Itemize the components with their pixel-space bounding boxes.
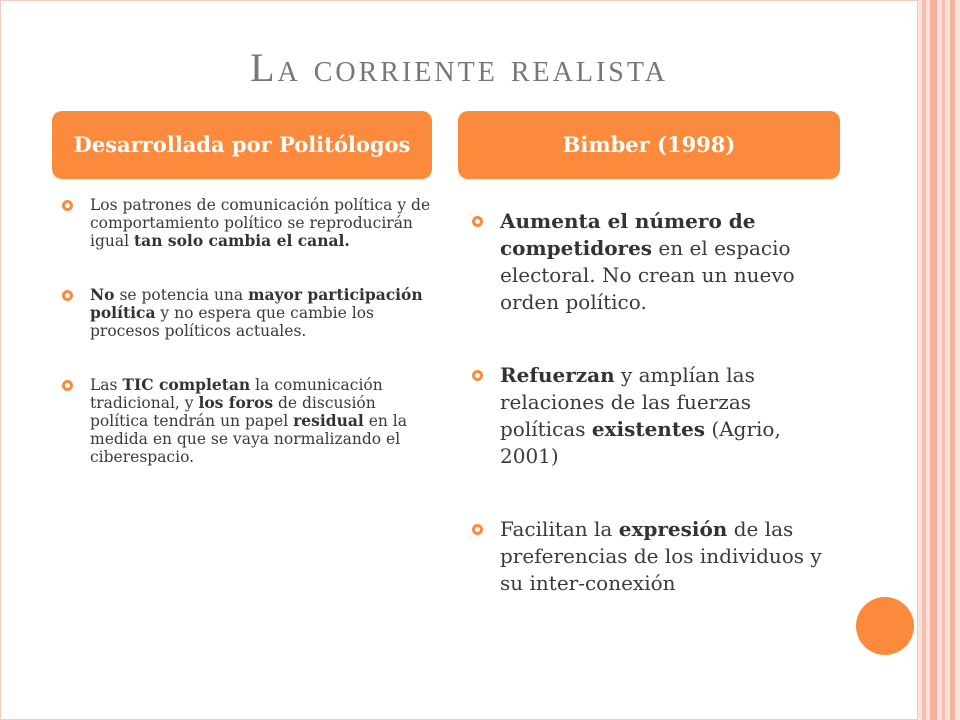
bullet-list-right — [472, 208, 842, 643]
bold-text: residual — [293, 411, 364, 430]
column-header-right: Bimber (1998) — [458, 111, 840, 179]
bullet-ring-icon — [472, 524, 483, 535]
bullet-ring-icon — [62, 200, 73, 211]
body-text: la comunicación tradicional, y — [90, 376, 383, 412]
body-text: (Agrio, 2001) — [500, 417, 781, 468]
bullet-item — [62, 376, 432, 466]
body-text: se potencia una — [114, 286, 249, 304]
bold-text: Refuerzan — [500, 363, 615, 387]
bold-text: existentes — [591, 417, 706, 441]
column-header-left: Desarrollada por Politólogos — [52, 111, 432, 179]
bullet-item — [472, 362, 842, 470]
bullet-item — [472, 516, 842, 597]
body-text: de las preferencias de los individuos y su inter-conexión — [500, 517, 822, 595]
bullet-item — [62, 196, 432, 250]
bold-text: Aumenta el número de competidores — [500, 209, 756, 260]
body-text: Facilitan la — [500, 517, 619, 541]
bullet-item — [472, 208, 842, 316]
bold-text: TIC completan — [122, 375, 251, 394]
bullet-item — [62, 286, 432, 340]
body-text: y no espera que cambie los procesos políticos actuales. — [90, 304, 374, 340]
slide-title: La corriente realista — [250, 45, 668, 90]
bullet-ring-icon — [472, 216, 483, 227]
bold-text: mayor participación política — [90, 285, 423, 322]
body-text: Las — [90, 376, 123, 394]
body-text: de discusión política tendrán un papel — [90, 394, 376, 430]
bold-text: los foros — [198, 393, 274, 412]
body-text: en la medida en que se vaya normalizando el ciberespacio. — [90, 412, 408, 466]
bullet-ring-icon — [62, 290, 73, 301]
bullet-ring-icon — [62, 380, 73, 391]
bold-text: No — [90, 285, 115, 304]
bold-text: expresión — [618, 517, 728, 541]
bold-text: tan solo cambia el canal. — [134, 231, 350, 250]
body-text: y amplían las relaciones de las fuerzas políticas — [500, 363, 755, 441]
decorative-circle — [856, 597, 914, 655]
bullet-list-left — [62, 196, 432, 502]
body-text: en el espacio electoral. No crean un nuevo orden político. — [500, 236, 795, 314]
body-text: Los patrones de comunicación política y de comportamiento político se reproducirán igual — [90, 196, 431, 250]
decorative-stripes — [918, 0, 960, 720]
bullet-ring-icon — [472, 370, 483, 381]
